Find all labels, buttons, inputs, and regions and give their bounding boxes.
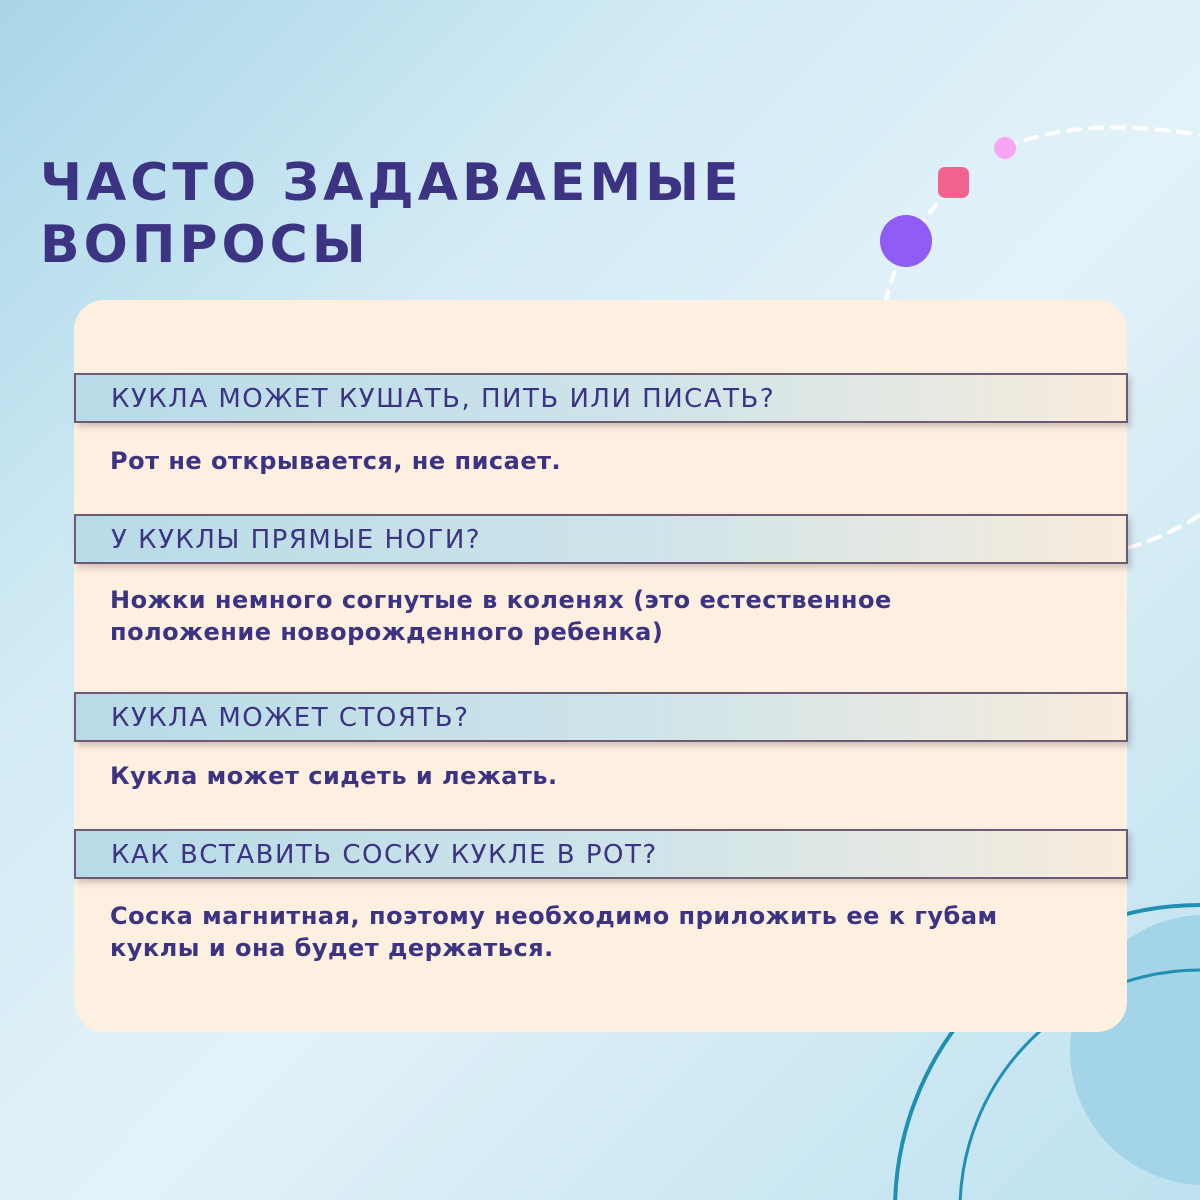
faq-answer-2: [110, 584, 892, 648]
faq-question-3[interactable]: [74, 692, 1128, 742]
faq-question-3-text: КУКЛА МОЖЕТ СТОЯТЬ?: [111, 703, 470, 733]
faq-question-2[interactable]: [74, 514, 1128, 564]
faq-question-1[interactable]: [74, 373, 1128, 423]
faq-question-4-text: КАК ВСТАВИТЬ СОСКУ КУКЛЕ В РОТ?: [111, 840, 658, 870]
faq-answer-2-line-2: положение новорожденного ребенка): [110, 618, 664, 646]
title-line-1: ЧАСТО ЗАДАВАЕМЫЕ: [40, 153, 743, 213]
dashed-arc-right: [1128, 515, 1200, 548]
faq-question-2-text: У КУКЛЫ ПРЯМЫЕ НОГИ?: [111, 525, 482, 555]
faq-answer-2-line-1: Ножки немного согнутые в коленях (это естественное: [110, 586, 892, 614]
pink-square: [938, 167, 969, 198]
purple-circle: [880, 215, 932, 267]
faq-question-1-text: КУКЛА МОЖЕТ КУШАТЬ, ПИТЬ ИЛИ ПИСАТЬ?: [111, 384, 776, 414]
dashed-arc-top: [1005, 127, 1200, 148]
faq-answer-4-line-2: куклы и она будет держаться.: [110, 934, 554, 962]
faq-answer-4-line-1: Соска магнитная, поэтому необходимо приложить ее к губам: [110, 902, 998, 930]
title-line-2: ВОПРОСЫ: [40, 215, 370, 275]
faq-question-4[interactable]: [74, 829, 1128, 879]
faq-answer-3-line-1: Кукла может сидеть и лежать.: [110, 762, 558, 790]
pink-dot: [994, 137, 1016, 159]
faq-answer-4: [110, 900, 998, 964]
page-title: [40, 152, 743, 276]
faq-answer-3: [110, 760, 558, 792]
faq-answer-1: [110, 445, 561, 477]
faq-answer-1-line-1: Рот не открывается, не писает.: [110, 447, 562, 475]
